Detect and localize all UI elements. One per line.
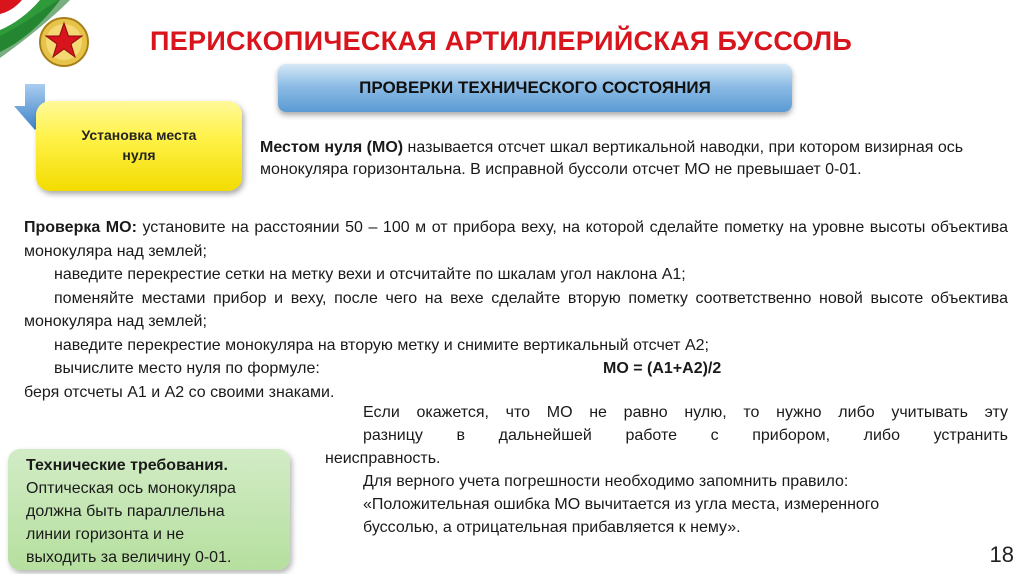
check-step-3: наведите перекрестие монокуляра на вторую метку и снимите вертикальный отсчет А2; xyxy=(54,336,709,354)
check-step-1: наведите перекрестие сетки на метку вехи и отсчитайте по шкалам угол наклона А1; xyxy=(54,266,686,283)
topic-box-line2: нуля xyxy=(122,147,156,163)
definition-term: Местом нуля (МО) xyxy=(260,139,404,156)
requirements-line-4: выходить за величину 0-01. xyxy=(26,549,232,566)
page-title: ПЕРИСКОПИЧЕСКАЯ АРТИЛЛЕРИЙСКАЯ БУССОЛЬ xyxy=(150,26,853,56)
definition-paragraph xyxy=(260,137,1000,181)
page-number: 18 xyxy=(989,542,1014,567)
check-intro: установите на расстоянии 50 – 100 м от прибора веху, на которой сделайте пометку на уровне высоты объектива монокуляра над землей; xyxy=(24,219,1008,260)
topic-box-line1: Установка места xyxy=(81,127,197,143)
check-label: Проверка МО: xyxy=(24,219,137,236)
note-line-3: неисправность. xyxy=(325,450,441,467)
rule-line-1: Для верного учета погрешности необходимо запомнить правило: xyxy=(363,473,849,490)
formula-label: вычислите место нуля по формуле: xyxy=(54,360,320,377)
check-procedure xyxy=(24,216,1008,404)
note-line-1: Если окажется, что МО не равно нулю, то нужно либо учитывать эту xyxy=(363,404,1008,421)
definition-text: называется отсчет шкал вертикальной наводки, при котором визирная ось монокуляра горизонтальна. В исправной буссоли отсчет МО не превышает 0-01. xyxy=(260,139,964,178)
requirements-title: Технические требования. xyxy=(26,457,228,474)
check-after: беря отсчеты А1 и А2 со своими знаками. xyxy=(24,383,335,401)
requirements-box xyxy=(8,449,290,570)
section-header xyxy=(278,64,792,112)
requirements-line-2: должна быть параллельна xyxy=(26,503,225,520)
rule-line-3: буссолью, а отрицательная прибавляется к нему». xyxy=(363,519,741,536)
requirements-line-3: линии горизонта и не xyxy=(26,526,185,543)
topic-box xyxy=(36,101,242,191)
rule-line-2: «Положительная ошибка МО вычитается из угла места, измеренного xyxy=(363,496,880,513)
red-star-emblem-icon xyxy=(38,16,90,68)
note-paragraph xyxy=(325,401,1008,539)
formula: МО = (А1+А2)/2 xyxy=(603,360,722,377)
section-header-label: ПРОВЕРКИ ТЕХНИЧЕСКОГО СОСТОЯНИЯ xyxy=(359,78,711,97)
formula-line xyxy=(24,357,1008,381)
requirements-line-1: Оптическая ось монокуляра xyxy=(26,480,236,497)
check-step-2: поменяйте местами прибор и веху, после чего на вехе сделайте вторую пометку соответственно новой высоте объектива монокуляра над землей; xyxy=(24,289,1008,330)
note-line-2: разницу в дальнейшей работе с прибором, либо устранить xyxy=(363,427,1008,444)
